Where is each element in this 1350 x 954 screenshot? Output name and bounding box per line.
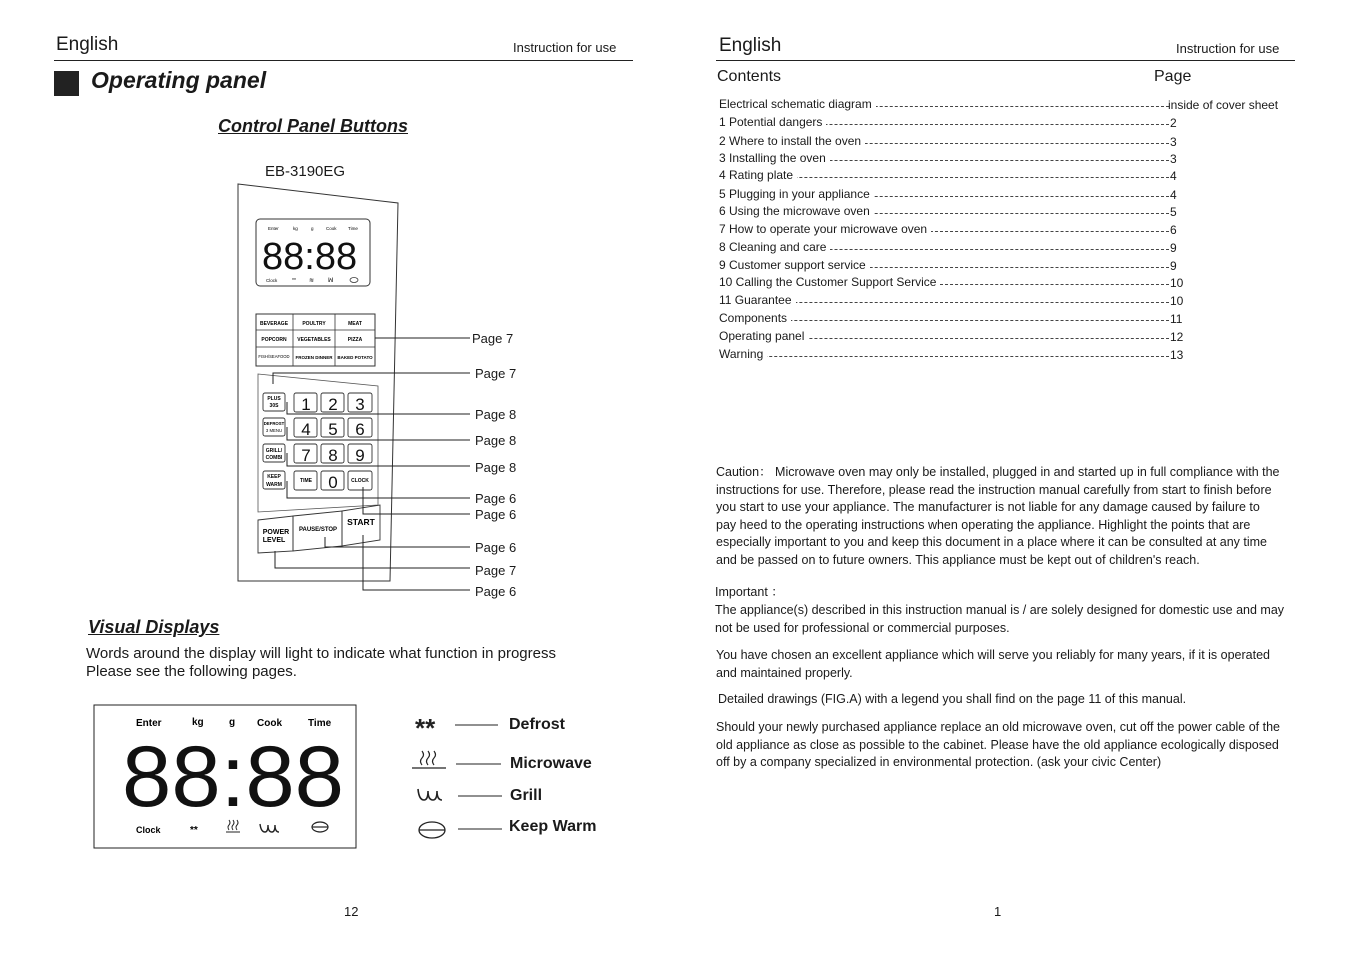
toc-leader (719, 356, 1169, 357)
toc-title: Electrical schematic diagram (719, 97, 876, 111)
button-keep-label: KEEP (267, 474, 281, 480)
display-label-cook: Cook (257, 718, 282, 729)
legend-icons (405, 705, 505, 845)
key-6: 6 (355, 420, 365, 439)
toc-page: 12 (1170, 330, 1184, 344)
caution-line: you start to use your appliance. The manufacturer is not liable for any damage caused by failure to (716, 500, 1260, 514)
callout-page-8-a: Page 8 (475, 407, 517, 422)
panel-label-enter: Enter (268, 226, 279, 231)
panel-label-cook: Cook (326, 226, 337, 231)
callout-page-8-b: Page 8 (475, 433, 517, 448)
toc-title: Operating panel (719, 329, 808, 343)
page-column-label: Page (1154, 68, 1192, 85)
panel-grill-icon: ꟽ (328, 278, 334, 284)
visual-displays-title: Visual Displays (88, 617, 220, 637)
page-number-right: 1 (994, 904, 1002, 919)
display-label-enter: Enter (136, 718, 162, 729)
header-rule-left (54, 60, 633, 61)
toc-page: 2 (1170, 116, 1177, 130)
callout-page-6-d: Page 6 (475, 584, 517, 599)
button-grill-label: GRILL/ (265, 448, 283, 454)
button-vegetables: VEGETABLES (297, 337, 331, 343)
button-beverage: BEVERAGE (259, 321, 289, 327)
key-3: 3 (355, 395, 365, 414)
toc-title: 10 Calling the Customer Support Service (719, 275, 940, 289)
callout-page-8-c: Page 8 (475, 460, 517, 475)
toc-title: 4 Rating plate (719, 168, 797, 182)
display-diagram (90, 700, 360, 852)
caution-line: pay heed to the operating instructions when operating the appliance. Highlight the points that are (716, 517, 1251, 532)
chosen-paragraph (716, 647, 1296, 682)
button-plus-label: PLUS (267, 396, 281, 402)
callout-page-7-b: Page 7 (475, 366, 517, 381)
toc-page: 4 (1170, 169, 1177, 183)
button-30s-label: 30S (269, 403, 279, 409)
toc-row (719, 134, 1299, 150)
section-title: Operating panel (91, 67, 267, 93)
toc-row (719, 151, 1299, 167)
toc-title: Warning (719, 347, 767, 361)
key-8: 8 (328, 446, 338, 465)
important-label: Important ： (715, 585, 784, 599)
toc-row (719, 97, 1299, 113)
toc-row (719, 293, 1299, 309)
legend-label-grill: Grill (510, 787, 543, 804)
panel-label-kg: kg (293, 226, 298, 231)
display-label-clock: Clock (136, 825, 161, 835)
toc-page: 9 (1170, 241, 1177, 255)
toc-page: 9 (1170, 259, 1177, 273)
toc-title: Components (719, 311, 791, 325)
replace-line: old appliance as close as possible to the cabinet. Please have the old appliance ecologically disposed (716, 737, 1279, 752)
replace-line: off by a company specialized in environmental protection. (ask your civic Center) (716, 755, 1162, 769)
button-defrost-label: DEFROST (263, 421, 285, 426)
toc-title: 5 Plugging in your appliance (719, 187, 874, 201)
button-frozen-dinner: FROZEN DINNER (295, 355, 333, 360)
key-2: 2 (328, 395, 338, 414)
toc-row (719, 275, 1299, 291)
toc-row (719, 222, 1299, 238)
toc-title: 9 Customer support service (719, 258, 870, 272)
toc-page: 4 (1170, 188, 1177, 202)
page-number-left: 12 (344, 904, 359, 919)
legend-label-keep-warm: Keep Warm (509, 818, 597, 835)
callout-page-6-a: Page 6 (475, 491, 517, 506)
toc-row (719, 115, 1299, 131)
callout-page-6-c: Page 6 (475, 540, 517, 555)
toc-page: 3 (1170, 152, 1177, 166)
caution-line: especially important to you and keep this document in a place where it can be consulted at any time (716, 535, 1268, 549)
key-7: 7 (301, 446, 311, 465)
button-fish-seafood: FISH/SEAFOOD (258, 354, 290, 359)
important-paragraph (715, 602, 1295, 637)
visual-displays-line-1: Words around the display will light to indicate what function in progress (86, 645, 556, 662)
legend-label-defrost: Defrost (509, 716, 566, 733)
toc-row (719, 311, 1299, 327)
button-clock: CLOCK (351, 478, 369, 484)
panel-keep-warm-icon (350, 278, 358, 283)
replace-line: Should your newly purchased appliance replace an old microwave oven, cut off the power cable of the (716, 720, 1281, 734)
defrost-icon: ** (415, 713, 436, 743)
key-9: 9 (355, 446, 365, 465)
panel-defrost-icon: ** (292, 278, 296, 284)
toc-page: 10 (1170, 276, 1184, 290)
toc-page: 11 (1170, 312, 1183, 326)
callout-page-7-a: Page 7 (472, 331, 514, 346)
display-grill-icon (260, 824, 279, 832)
callout-page-6-b: Page 6 (475, 507, 517, 522)
toc-title: 1 Potential dangers (719, 115, 826, 129)
section-marker (54, 71, 79, 96)
button-time: TIME (300, 478, 312, 484)
button-meat: MEAT (348, 321, 362, 327)
keep-warm-icon (419, 822, 445, 838)
toc-page: 5 (1170, 205, 1177, 219)
button-pause-stop: PAUSE/STOP (298, 527, 338, 533)
panel-label-clock: Clock (266, 278, 278, 283)
key-0: 0 (328, 473, 338, 492)
header-language-left: English (56, 34, 119, 55)
toc-title: 6 Using the microwave oven (719, 204, 874, 218)
toc-row (719, 168, 1299, 184)
important-line: The appliance(s) described in this instruction manual is / are solely designed for domestic use and may (715, 603, 1285, 617)
toc-row (719, 204, 1299, 220)
chosen-line: and maintained properly. (716, 665, 853, 680)
important-line: not be used for professional or commercial purposes. (715, 620, 1010, 635)
button-poultry: POULTRY (302, 321, 326, 327)
panel-digits: 88:88 (262, 236, 358, 278)
toc-page: inside of cover sheet (1168, 98, 1279, 112)
toc-title: 3 Installing the oven (719, 151, 830, 165)
toc-title: 2 Where to install the oven (719, 134, 865, 148)
key-5: 5 (328, 420, 338, 439)
button-pizza: PIZZA (347, 337, 363, 343)
grill-icon (418, 789, 442, 800)
caution-line: instructions for use. Therefore, please read the instruction manual carefully from start to finish before (716, 482, 1272, 497)
key-1: 1 (301, 395, 311, 414)
panel-label-time: Time (348, 226, 358, 231)
toc-row (719, 258, 1299, 274)
caution-line: Caution： Microwave oven may only be installed, plugged in and started up in full compliance with the (716, 465, 1280, 479)
microwave-icon (412, 751, 446, 768)
toc-page: 10 (1170, 294, 1184, 308)
replace-paragraph (716, 719, 1296, 772)
panel-label-g: g (311, 226, 314, 231)
model-number: EB-3190EG (265, 163, 346, 180)
key-4: 4 (301, 420, 311, 439)
header-language-right: English (719, 35, 782, 56)
button-level-label: LEVEL (262, 537, 286, 544)
button-combi-label: COMBI (265, 455, 283, 461)
button-popcorn: POPCORN (261, 337, 287, 343)
drawings-line: Detailed drawings (FIG.A) with a legend you shall find on the page 11 of this manual. (718, 692, 1187, 706)
display-defrost-icon: ** (190, 825, 198, 836)
toc-row (719, 240, 1299, 256)
panel-microwave-icon: ≋ (309, 278, 315, 284)
control-panel-title: Control Panel Buttons (218, 116, 408, 136)
toc-title: 8 Cleaning and care (719, 240, 830, 254)
contents-label: Contents (717, 68, 782, 85)
legend-label-microwave: Microwave (510, 755, 592, 772)
chosen-line: You have chosen an excellent appliance which will serve you reliably for many years, if it is operated (716, 648, 1271, 662)
header-instruction-left: Instruction for use (513, 40, 617, 55)
toc-title: 7 How to operate your microwave oven (719, 222, 931, 236)
toc-row (719, 187, 1299, 203)
display-digits: 88:88 (122, 729, 344, 825)
header-rule-right (716, 60, 1295, 61)
button-warm-label: WARM (266, 482, 282, 488)
toc-row (719, 329, 1299, 345)
visual-displays-line-2: Please see the following pages. (86, 663, 297, 680)
toc-page: 13 (1170, 348, 1184, 362)
caution-paragraph (716, 464, 1296, 569)
callout-page-7-c: Page 7 (475, 563, 517, 578)
toc-page: 3 (1170, 135, 1177, 149)
display-label-time: Time (308, 718, 332, 729)
caution-line: and be passed on to future owners. This appliance must be kept out of children's reach. (716, 552, 1200, 567)
toc-page: 6 (1170, 223, 1177, 237)
button-3menu-label: 3 MENU (265, 428, 283, 433)
header-instruction-right: Instruction for use (1176, 41, 1280, 56)
toc-row (719, 347, 1299, 363)
button-baked-potato: BAKED POTATO (337, 355, 373, 360)
button-start: START (347, 517, 375, 527)
display-label-kg: kg (192, 717, 204, 728)
button-power-label: POWER (262, 529, 290, 536)
display-label-g: g (229, 717, 236, 728)
control-panel-diagram (230, 178, 530, 598)
toc-title: 11 Guarantee (719, 293, 796, 307)
